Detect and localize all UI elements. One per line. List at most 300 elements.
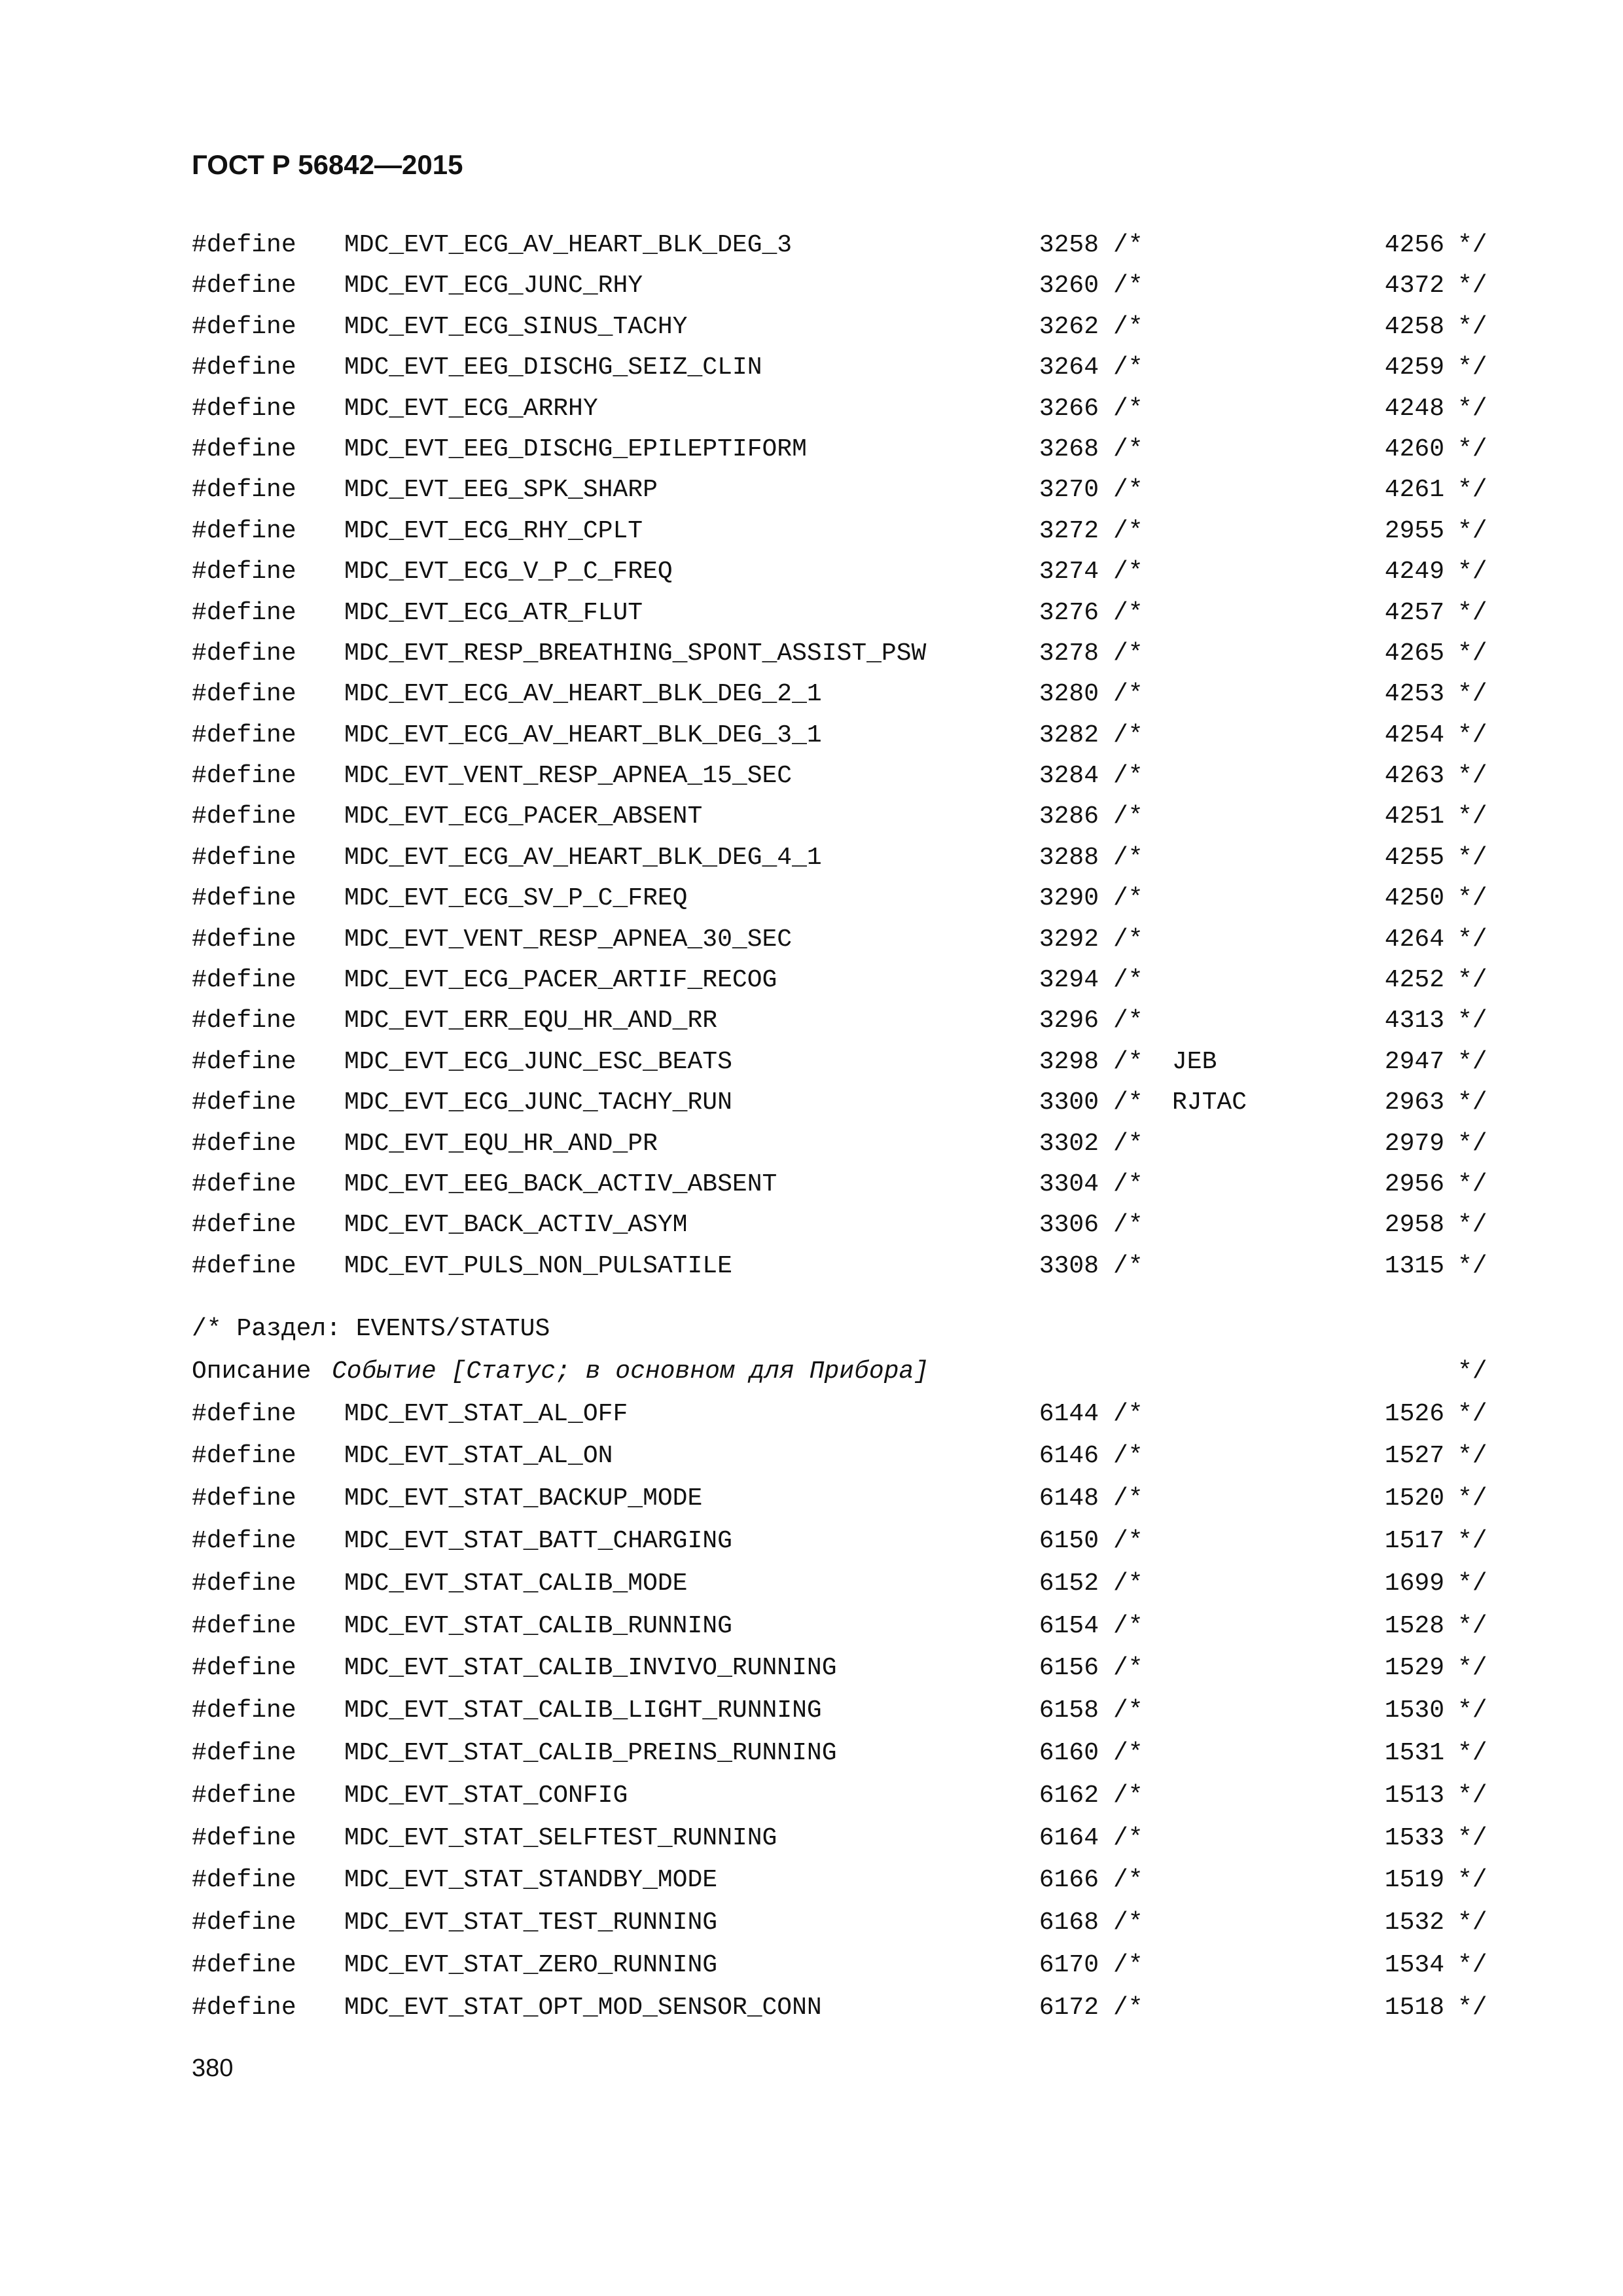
macro-value: 3260 [1039,272,1099,300]
comment-code: 2963 [1384,1088,1444,1117]
macro-value: 3266 [1039,394,1099,423]
comment-code: 2956 [1384,1170,1444,1198]
define-row [192,1083,1488,1123]
macro-name: MDC_EVT_STAT_CONFIG [344,1781,628,1810]
macro-name: MDC_EVT_ECG_PACER_ABSENT [344,802,703,831]
define-keyword: #define [192,1484,296,1513]
comment-code: 4263 [1384,762,1444,791]
macro-name: MDC_EVT_STAT_CALIB_PREINS_RUNNING [344,1738,837,1767]
define-row [192,593,1488,634]
comment-close: */ [1457,598,1488,627]
define-row [192,1818,1488,1860]
macro-name: MDC_EVT_STAT_CALIB_RUNNING [344,1611,732,1640]
comment-code: 4259 [1384,353,1444,382]
comment-close: */ [1457,1909,1488,1937]
define-keyword: #define [192,1399,296,1428]
comment-open: /* [1113,966,1143,995]
define-row [192,634,1488,674]
macro-value: 3308 [1039,1251,1099,1280]
comment-close: */ [1457,272,1488,300]
comment-close: */ [1457,1526,1488,1555]
comment-close: */ [1457,1654,1488,1683]
define-keyword: #define [192,1129,296,1158]
comment-ref: RJTAC [1172,1088,1247,1117]
comment-open: /* [1113,1569,1143,1598]
comment-open: /* [1113,1993,1143,2022]
comment-open: /* [1113,1170,1143,1198]
comment-code: 4260 [1384,435,1444,463]
comment-close: */ [1457,312,1488,341]
comment-close: */ [1457,353,1488,382]
comment-code: 4250 [1384,884,1444,913]
macro-name: MDC_EVT_STAT_AL_OFF [344,1399,628,1428]
comment-close: */ [1457,1484,1488,1513]
comment-open: /* [1113,1007,1143,1035]
define-keyword: #define [192,1611,296,1640]
comment-close: */ [1457,1611,1488,1640]
comment-code: 1532 [1384,1909,1444,1937]
define-keyword: #define [192,272,296,300]
comment-close: */ [1457,1399,1488,1428]
comment-code: 1528 [1384,1611,1444,1640]
define-row [192,307,1488,348]
macro-value: 6158 [1039,1696,1099,1725]
comment-code: 4254 [1384,721,1444,749]
macro-value: 6162 [1039,1781,1099,1810]
comment-code: 4249 [1384,558,1444,586]
define-row [192,1205,1488,1246]
define-row [192,1859,1488,1902]
define-row [192,470,1488,511]
define-row [192,1605,1488,1648]
comment-open: /* [1113,231,1143,259]
define-list-section-1 [192,225,1488,1287]
comment-code: 1519 [1384,1866,1444,1895]
comment-code: 1526 [1384,1399,1444,1428]
comment-open: /* [1113,1738,1143,1767]
comment-open: /* [1113,598,1143,627]
macro-value: 3264 [1039,353,1099,382]
define-row [192,1393,1488,1436]
macro-value: 6150 [1039,1526,1099,1555]
macro-name: MDC_EVT_ECG_ATR_FLUT [344,598,643,627]
comment-close: */ [1457,802,1488,831]
define-row [192,266,1488,306]
comment-open: /* [1113,272,1143,300]
define-keyword: #define [192,558,296,586]
comment-open: /* [1113,1909,1143,1937]
macro-value: 6170 [1039,1950,1099,1979]
macro-name: MDC_EVT_ECG_SV_P_C_FREQ [344,884,688,913]
comment-code: 2958 [1384,1211,1444,1240]
comment-code: 4265 [1384,639,1444,668]
comment-code: 1699 [1384,1569,1444,1598]
macro-value: 3290 [1039,884,1099,913]
macro-name: MDC_EVT_STAT_STANDBY_MODE [344,1866,718,1895]
define-keyword: #define [192,231,296,259]
define-row [192,1775,1488,1818]
comment-open: /* [1113,1611,1143,1640]
macro-value: 3282 [1039,721,1099,749]
comment-code: 4255 [1384,843,1444,872]
macro-value: 6164 [1039,1823,1099,1852]
document-header-title: ГОСТ Р 56842—2015 [192,149,463,180]
macro-value: 3286 [1039,802,1099,831]
define-row [192,715,1488,756]
comment-close: */ [1457,1007,1488,1035]
comment-open: /* [1113,394,1143,423]
macro-name: MDC_EVT_ECG_AV_HEART_BLK_DEG_3 [344,231,793,259]
define-keyword: #define [192,966,296,995]
comment-close: */ [1457,884,1488,913]
comment-close: */ [1457,558,1488,586]
define-keyword: #define [192,762,296,791]
comment-close: */ [1457,639,1488,668]
comment-code: 4258 [1384,312,1444,341]
macro-value: 3292 [1039,925,1099,954]
macro-name: MDC_EVT_EEG_BACK_ACTIV_ABSENT [344,1170,777,1198]
define-row [192,960,1488,1001]
comment-code: 4313 [1384,1007,1444,1035]
macro-value: 6146 [1039,1442,1099,1471]
macro-name: MDC_EVT_ECG_ARRHY [344,394,598,423]
macro-value: 3258 [1039,231,1099,259]
comment-open: /* [1113,312,1143,341]
define-row [192,511,1488,552]
comment-code: 1518 [1384,1993,1444,2022]
define-keyword: #define [192,1823,296,1852]
macro-name: MDC_EVT_EEG_DISCHG_EPILEPTIFORM [344,435,807,463]
description-text: Событие [Статус; в основном для Прибора] [332,1357,929,1386]
comment-open: /* [1113,1088,1143,1117]
macro-value: 3302 [1039,1129,1099,1158]
section-heading-text: /* Раздел: EVENTS/STATUS [192,1315,550,1343]
macro-name: MDC_EVT_ECG_JUNC_ESC_BEATS [344,1047,732,1076]
comment-open: /* [1113,1950,1143,1979]
define-keyword: #define [192,1654,296,1683]
comment-open: /* [1113,1399,1143,1428]
define-row [192,1902,1488,1945]
define-keyword: #define [192,476,296,505]
comment-open: /* [1113,843,1143,872]
comment-close: */ [1457,1211,1488,1240]
comment-code: 1513 [1384,1781,1444,1810]
comment-close: */ [1457,394,1488,423]
define-keyword: #define [192,1950,296,1979]
comment-close: */ [1457,1866,1488,1895]
define-row [192,1732,1488,1775]
macro-value: 3294 [1039,966,1099,995]
macro-name: MDC_EVT_VENT_RESP_APNEA_30_SEC [344,925,793,954]
macro-name: MDC_EVT_ECG_AV_HEART_BLK_DEG_2_1 [344,680,822,709]
define-list-section-2 [192,1393,1488,2030]
define-keyword: #define [192,1088,296,1117]
define-row [192,1042,1488,1083]
macro-name: MDC_EVT_ECG_V_P_C_FREQ [344,558,673,586]
comment-code: 1529 [1384,1654,1444,1683]
define-keyword: #define [192,598,296,627]
comment-code: 4261 [1384,476,1444,505]
define-keyword: #define [192,1781,296,1810]
macro-value: 3268 [1039,435,1099,463]
define-keyword: #define [192,802,296,831]
define-keyword: #define [192,639,296,668]
comment-close: */ [1457,762,1488,791]
define-row [192,878,1488,919]
define-keyword: #define [192,1211,296,1240]
macro-name: MDC_EVT_BACK_ACTIV_ASYM [344,1211,688,1240]
comment-close: */ [1457,925,1488,954]
comment-code: 4257 [1384,598,1444,627]
define-row [192,429,1488,470]
comment-close: */ [1457,1950,1488,1979]
define-keyword: #define [192,435,296,463]
comment-close: */ [1457,1823,1488,1852]
comment-open: /* [1113,1526,1143,1555]
macro-value: 3284 [1039,762,1099,791]
define-keyword: #define [192,721,296,749]
define-keyword: #define [192,394,296,423]
comment-open: /* [1113,721,1143,749]
macro-name: MDC_EVT_ECG_PACER_ARTIF_RECOG [344,966,777,995]
define-keyword: #define [192,1047,296,1076]
macro-value: 3280 [1039,680,1099,709]
define-keyword: #define [192,1251,296,1280]
comment-open: /* [1113,476,1143,505]
macro-name: MDC_EVT_STAT_OPT_MOD_SENSOR_CONN [344,1993,822,2022]
comment-open: /* [1113,1484,1143,1513]
macro-value: 3274 [1039,558,1099,586]
macro-value: 6148 [1039,1484,1099,1513]
define-row [192,1478,1488,1520]
macro-name: MDC_EVT_ERR_EQU_HR_AND_RR [344,1007,718,1035]
description-label: Описание [192,1357,312,1386]
comment-close: */ [1457,1170,1488,1198]
comment-code: 1527 [1384,1442,1444,1471]
macro-value: 6154 [1039,1611,1099,1640]
macro-value: 3288 [1039,843,1099,872]
macro-value: 3298 [1039,1047,1099,1076]
macro-name: MDC_EVT_ECG_RHY_CPLT [344,516,643,545]
comment-open: /* [1113,802,1143,831]
define-row [192,552,1488,592]
comment-open: /* [1113,435,1143,463]
comment-close: */ [1457,231,1488,259]
macro-name: MDC_EVT_STAT_SELFTEST_RUNNING [344,1823,777,1852]
macro-name: MDC_EVT_STAT_BACKUP_MODE [344,1484,703,1513]
macro-name: MDC_EVT_STAT_CALIB_INVIVO_RUNNING [344,1654,837,1683]
define-row [192,797,1488,837]
define-keyword: #define [192,312,296,341]
define-keyword: #define [192,1526,296,1555]
define-row [192,1124,1488,1164]
define-keyword: #define [192,516,296,545]
macro-value: 6152 [1039,1569,1099,1598]
comment-open: /* [1113,1866,1143,1895]
comment-close: */ [1457,721,1488,749]
comment-code: 1534 [1384,1950,1444,1979]
comment-open: /* [1113,1696,1143,1725]
comment-close: */ [1457,1088,1488,1117]
macro-name: MDC_EVT_EEG_SPK_SHARP [344,476,658,505]
section-heading-comment [192,1308,1488,1351]
define-row [192,920,1488,960]
macro-name: MDC_EVT_ECG_JUNC_RHY [344,272,643,300]
comment-close: */ [1457,1993,1488,2022]
define-keyword: #define [192,1170,296,1198]
comment-code: 1517 [1384,1526,1444,1555]
comment-open: /* [1113,516,1143,545]
macro-value: 3306 [1039,1211,1099,1240]
comment-open: /* [1113,762,1143,791]
comment-open: /* [1113,1654,1143,1683]
comment-open: /* [1113,925,1143,954]
macro-name: MDC_EVT_EEG_DISCHG_SEIZ_CLIN [344,353,762,382]
macro-name: MDC_EVT_ECG_AV_HEART_BLK_DEG_4_1 [344,843,822,872]
define-row [192,1520,1488,1563]
comment-close: */ [1457,476,1488,505]
comment-close: */ [1457,1129,1488,1158]
comment-code: 1533 [1384,1823,1444,1852]
macro-name: MDC_EVT_STAT_CALIB_LIGHT_RUNNING [344,1696,822,1725]
macro-name: MDC_EVT_ECG_AV_HEART_BLK_DEG_3_1 [344,721,822,749]
description-comment-close: */ [1457,1357,1488,1386]
comment-code: 4253 [1384,680,1444,709]
define-row [192,838,1488,878]
define-keyword: #define [192,1738,296,1767]
macro-value: 6168 [1039,1909,1099,1937]
define-row [192,348,1488,388]
define-row [192,1001,1488,1041]
comment-open: /* [1113,680,1143,709]
comment-open: /* [1113,1251,1143,1280]
macro-name: MDC_EVT_STAT_CALIB_MODE [344,1569,688,1598]
macro-name: MDC_EVT_STAT_ZERO_RUNNING [344,1950,718,1979]
define-keyword: #define [192,1569,296,1598]
comment-close: */ [1457,966,1488,995]
macro-name: MDC_EVT_EQU_HR_AND_PR [344,1129,658,1158]
comment-code: 4264 [1384,925,1444,954]
macro-value: 3304 [1039,1170,1099,1198]
define-row [192,1164,1488,1205]
macro-name: MDC_EVT_RESP_BREATHING_SPONT_ASSIST_PSW [344,639,927,668]
define-row [192,1945,1488,1987]
macro-name: MDC_EVT_ECG_SINUS_TACHY [344,312,688,341]
comment-close: */ [1457,516,1488,545]
define-keyword: #define [192,925,296,954]
define-row [192,674,1488,715]
macro-value: 3276 [1039,598,1099,627]
define-keyword: #define [192,1442,296,1471]
comment-code: 4248 [1384,394,1444,423]
macro-value: 3270 [1039,476,1099,505]
comment-open: /* [1113,884,1143,913]
comment-close: */ [1457,1251,1488,1280]
define-keyword: #define [192,353,296,382]
define-row [192,1563,1488,1605]
macro-name: MDC_EVT_STAT_TEST_RUNNING [344,1909,718,1937]
macro-value: 6144 [1039,1399,1099,1428]
macro-value: 3296 [1039,1007,1099,1035]
define-keyword: #define [192,1993,296,2022]
events-status-section [192,1308,1488,2030]
comment-close: */ [1457,680,1488,709]
define-keyword: #define [192,884,296,913]
comment-open: /* [1113,558,1143,586]
macro-value: 6166 [1039,1866,1099,1895]
comment-open: /* [1113,1129,1143,1158]
comment-code: 4251 [1384,802,1444,831]
section-description-line [192,1351,1488,1393]
macro-name: MDC_EVT_STAT_BATT_CHARGING [344,1526,732,1555]
define-keyword: #define [192,1696,296,1725]
comment-code: 4252 [1384,966,1444,995]
comment-close: */ [1457,435,1488,463]
macro-value: 6172 [1039,1993,1099,2022]
macro-name: MDC_EVT_VENT_RESP_APNEA_15_SEC [344,762,793,791]
define-row [192,756,1488,797]
define-keyword: #define [192,1007,296,1035]
define-keyword: #define [192,1866,296,1895]
comment-code: 2955 [1384,516,1444,545]
comment-close: */ [1457,1696,1488,1725]
define-keyword: #define [192,1909,296,1937]
comment-code: 2947 [1384,1047,1444,1076]
define-row [192,1690,1488,1732]
macro-value: 3278 [1039,639,1099,668]
define-keyword: #define [192,843,296,872]
define-row [192,1246,1488,1287]
macro-value: 3262 [1039,312,1099,341]
macro-name: MDC_EVT_STAT_AL_ON [344,1442,613,1471]
comment-close: */ [1457,1047,1488,1076]
comment-open: /* [1113,1823,1143,1852]
define-row [192,1435,1488,1478]
define-row [192,1647,1488,1690]
comment-close: */ [1457,1569,1488,1598]
comment-code: 4372 [1384,272,1444,300]
comment-open: /* [1113,1047,1143,1076]
comment-code: 4256 [1384,231,1444,259]
comment-open: /* [1113,353,1143,382]
comment-code: 1315 [1384,1251,1444,1280]
macro-value: 6160 [1039,1738,1099,1767]
comment-close: */ [1457,843,1488,872]
page-number: 380 [192,2054,234,2082]
comment-code: 1530 [1384,1696,1444,1725]
macro-name: MDC_EVT_PULS_NON_PULSATILE [344,1251,732,1280]
comment-ref: JEB [1172,1047,1217,1076]
define-row [192,389,1488,429]
macro-value: 6156 [1039,1654,1099,1683]
macro-value: 3272 [1039,516,1099,545]
comment-code: 1531 [1384,1738,1444,1767]
comment-code: 2979 [1384,1129,1444,1158]
comment-close: */ [1457,1738,1488,1767]
macro-value: 3300 [1039,1088,1099,1117]
comment-code: 1520 [1384,1484,1444,1513]
comment-open: /* [1113,1781,1143,1810]
comment-open: /* [1113,1442,1143,1471]
define-row [192,225,1488,266]
comment-close: */ [1457,1781,1488,1810]
define-row [192,1987,1488,2030]
define-keyword: #define [192,680,296,709]
comment-open: /* [1113,1211,1143,1240]
macro-name: MDC_EVT_ECG_JUNC_TACHY_RUN [344,1088,732,1117]
comment-open: /* [1113,639,1143,668]
comment-close: */ [1457,1442,1488,1471]
